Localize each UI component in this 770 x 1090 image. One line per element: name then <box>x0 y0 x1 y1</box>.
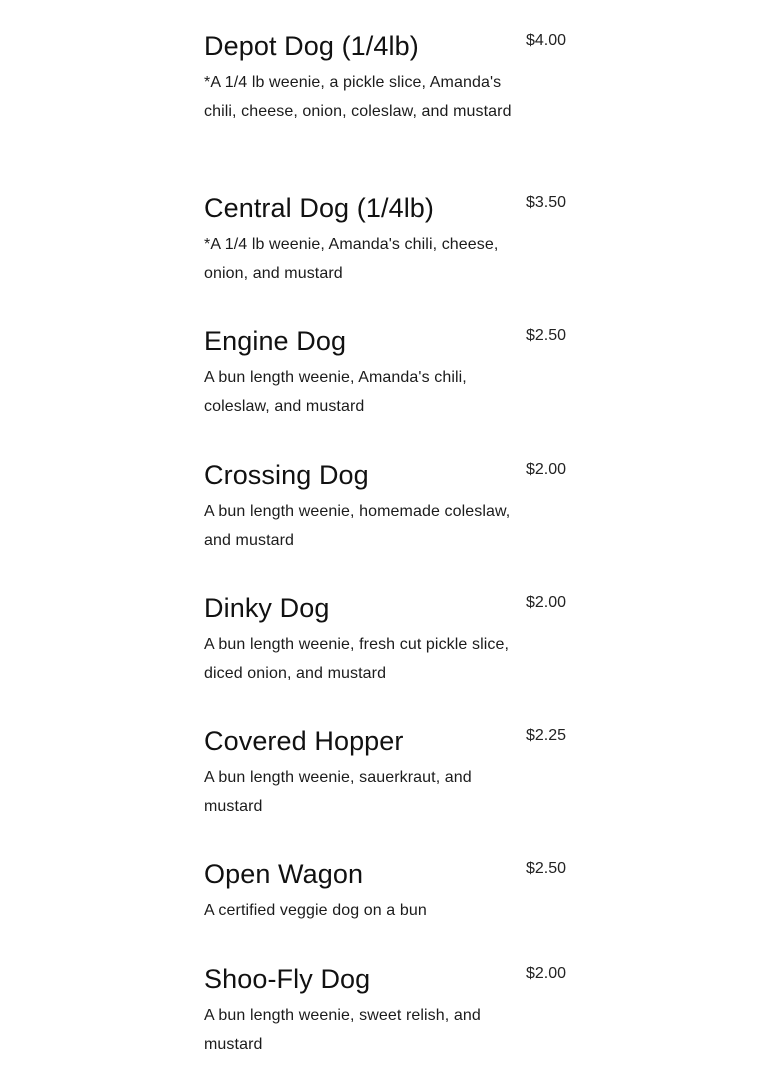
menu-item-header <box>204 324 566 358</box>
menu-item-description: A bun length weenie, fresh cut pickle slice, diced onion, and mustard <box>204 636 510 682</box>
menu-item-header <box>204 962 566 996</box>
menu-item-name: Dinky Dog <box>204 593 330 623</box>
menu-item-description: A bun length weenie, sweet relish, and mustard <box>204 1007 481 1053</box>
menu-item-dinky-dog <box>204 591 566 724</box>
menu-item-description: *A 1/4 lb weenie, a pickle slice, Amanda's chili, cheese, onion, coleslaw, and mustard <box>204 74 512 120</box>
menu-item-description: A bun length weenie, sauerkraut, and mustard <box>204 769 472 815</box>
menu-item-price: $2.50 <box>525 327 566 344</box>
menu-item-price: $4.00 <box>525 32 566 49</box>
menu-item-price: $2.50 <box>525 860 566 877</box>
menu-item-description: *A 1/4 lb weenie, Amanda's chili, cheese, onion, and mustard <box>204 236 499 282</box>
menu-item-price: $2.00 <box>525 965 566 982</box>
menu-item-depot-dog <box>204 29 566 191</box>
menu-item-description: A certified veggie dog on a bun <box>204 902 427 919</box>
menu-item-open-wagon <box>204 857 566 962</box>
menu-item-crossing-dog <box>204 458 566 591</box>
menu-item-shoo-fly-dog <box>204 962 566 1059</box>
menu-item-price: $2.00 <box>525 594 566 611</box>
menu-item-central-dog <box>204 191 566 324</box>
menu-item-name: Shoo-Fly Dog <box>204 964 371 994</box>
menu-item-name: Depot Dog (1/4lb) <box>204 31 419 61</box>
menu-item-name: Covered Hopper <box>204 726 404 756</box>
menu-list <box>204 29 566 1059</box>
menu-item-header <box>204 458 566 492</box>
menu-item-header <box>204 857 566 891</box>
menu-item-name: Engine Dog <box>204 326 347 356</box>
menu-item-header <box>204 29 566 63</box>
menu-item-header <box>204 191 566 225</box>
menu-item-price: $2.25 <box>525 727 566 744</box>
menu-item-header <box>204 724 566 758</box>
menu-item-header <box>204 591 566 625</box>
menu-item-name: Central Dog (1/4lb) <box>204 193 435 223</box>
menu-item-name: Open Wagon <box>204 859 364 889</box>
menu-item-price: $2.00 <box>525 461 566 478</box>
menu-item-description: A bun length weenie, Amanda's chili, coleslaw, and mustard <box>204 369 467 415</box>
menu-item-name: Crossing Dog <box>204 460 369 490</box>
menu-item-covered-hopper <box>204 724 566 857</box>
menu-item-description: A bun length weenie, homemade coleslaw, and mustard <box>204 503 511 549</box>
menu-item-price: $3.50 <box>525 194 566 211</box>
menu-item-engine-dog <box>204 324 566 458</box>
